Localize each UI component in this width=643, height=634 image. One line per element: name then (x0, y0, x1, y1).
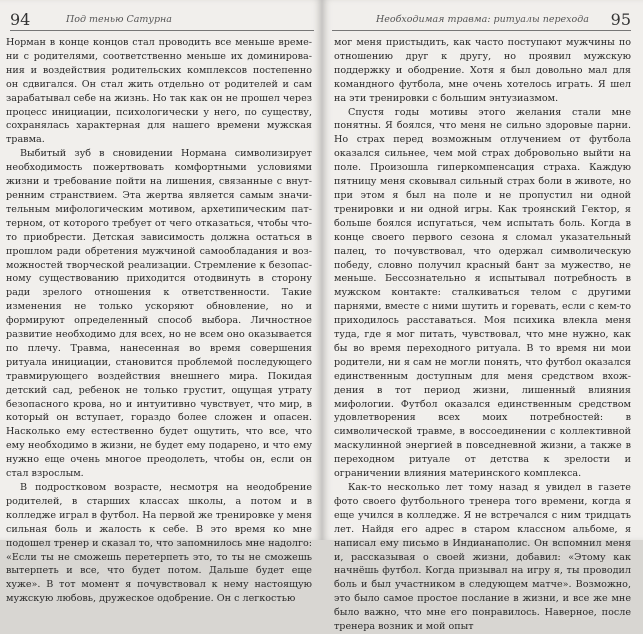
header-rule (10, 30, 314, 31)
page-number: 94 (10, 10, 31, 29)
left-page-header (10, 8, 316, 32)
paragraph: Как-то несколько лет тому назад я увидел в газете фото своего футбольного тренера того времени, когда я еще учился в колледже. Я не встречался с ним тридцать лет. Найдя его адрес в старом классном альбоме, я написал ему письмо в Индианаполис. Он вспомнил меня и, рассказывая о своей жизни, добавил: «Этому как начнёшь футбол. Когда призывал на игру я, ты проводил боль и был участником в следующем матче». Возможно, это было самое простое послание в жизни, и все же мне было важно, что мне его понравилось. Наверное, после тренера возник и мой опыт (334, 482, 631, 633)
left-page-body (6, 36, 312, 605)
paragraph: Выбитый зуб в сновидении Нормана символизирует необходимость пожертвовать комфортными условиями жизни и требование пойти на лишения, связанные с внутренним странствием. Эта жертва является самым значительным мифологическим мотивом, архетипическим паттерном, от которого требует от чего отказаться, чтобы что-то приобрести. Детская зависимость должна остаться в прошлом ради обретения мужчиной самообладания и возможностей творческой реализации. Стремление к безопасному существованию приходится отодвинуть в сторону ради зрелого отношения к ответственности. Такие изменения не только ускоряют обновление, но и формируют определенный способ выбора. Личностное развитие необходимо для всех, но не всем оно оказывается по плечу. Травма, нанесенная во время совершения ритуала инициации, становится проблемой последующего травмирующего воздействия внешнего мира. Покидая детский сад, ребенок не только грустит, ощущая утрату безопасного крова, но и интуитивно чувствует, что мир, в который он вступает, гораздо более сложен и опасен. Насколько ему естественно будет ощутить, что все, что ему необходимо в жизни, не будет ему подарено, и что ему нужно еще очень многое преодолеть, чтобы он, если он стал взрослым. (6, 148, 312, 480)
right-page (322, 0, 643, 633)
header-rule (332, 30, 631, 31)
paragraph: Норман в конце концов стал проводить все меньше времени с родителями, соответственно меньше их доминирования и воздействия родительских комплексов постепенно он сдвигался. Он стал жить отдельно от родителей и сам зарабатывал себе на жизнь. Но так как он не прошел через процесс инициации, психологически у него, по существу, сохранялась характерная для нашего времени мужская травма. (6, 37, 312, 146)
running-head: Необходимая травма: ритуалы перехода (376, 14, 589, 25)
page-number: 95 (610, 10, 631, 29)
running-head: Под тенью Сатурна (66, 14, 172, 25)
left-page (0, 0, 322, 605)
right-page-header (330, 8, 631, 32)
right-page-body (334, 36, 631, 633)
paragraph: В подростковом возрасте, несмотря на неодобрение родителей, в старших классах школы, а потом и в колледже играл в футбол. На первой же тренировке у меня сильная боль и жалость к себе. В это время ко мне подошел тренер и сказал то, что запомнилось мне надолго: «Если ты не сможешь перетерпеть это, то ты не сможешь вытерпеть и все, что будет потом. Дальше будет еще хуже». В тот момент я почувствовал к нему настоящую мужскую любовь, дружеское одобрение. Он с легкостью (6, 482, 312, 605)
paragraph: мог меня пристыдить, как часто поступают мужчины по отношению друг к другу, но проявил мужскую поддержку и ободрение. Хотя я был довольно мал для командного футбола, мне очень хотелось играть. Я шел на эти тренировки с большим энтузиазмом. (334, 37, 631, 104)
paragraph: Спустя годы мотивы этого желания стали мне понятны. Я боялся, что меня не сильно здоровые парни. Но страх перед возможным отлучением от футбола оказался сильнее, чем мой страх добровольно выйти на поле. Произошла гиперкомпенсация страха. Каждую пятницу меня сковывал сильный страх боли в животе, но при этом я был на поле и не пропустил ни одной тренировки и ни одной игры. Как троянский Гектор, я больше боялся испугаться, чем испытать боль. Когда в конце своего первого сезона я сломал указательный палец, то почувствовал, что одержал символическую победу, словно получил красный бант за мужество, не меньше. Бессознательно я испытывал потребность в мужском контакте: сталкиваться телом с другими парнями, вместе с ними шутить и горевать, если с кем-то приходилось расставаться. Моя психика влекла меня туда, где я мог питать, чувствовал, что мне нужно, как бы во время переходного ритуала. В то время ни мои родители, ни я сам не могли понять, что футбол оказался единственным доступным для меня средством вхождения в тот период жизни, лишенный влияния мифологии. Футбол оказался единственным средством удовлетворения всех моих потребностей: в символической травме, в воссоединении с коллективной маскулинной энергией в повседневной жизни, а также в переходном ритуале от детства к зрелости и ограничении влияния материнского комплекса. (334, 106, 631, 480)
